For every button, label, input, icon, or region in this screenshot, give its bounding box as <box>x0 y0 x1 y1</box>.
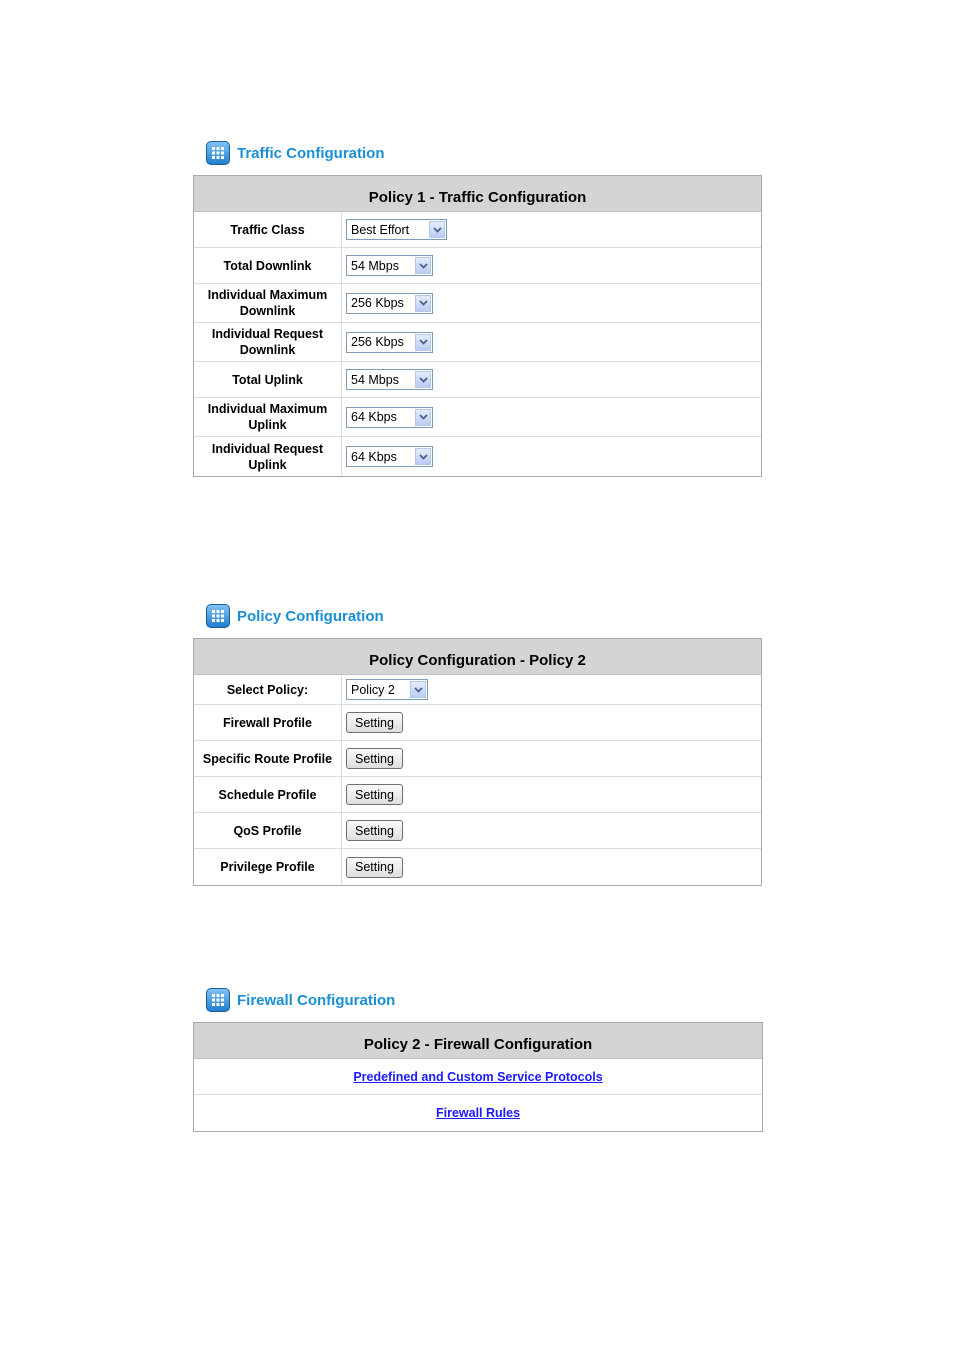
table-row <box>194 1059 762 1095</box>
grid-icon <box>206 604 230 628</box>
row-label: Individual Maximum Downlink <box>194 284 342 322</box>
privilege-profile-setting-button[interactable]: Setting <box>346 857 403 878</box>
traffic-class-select[interactable] <box>346 219 447 240</box>
row-label: Individual Request Downlink <box>194 323 342 361</box>
schedule-profile-setting-button[interactable]: Setting <box>346 784 403 805</box>
select-value: 64 Kbps <box>351 410 397 424</box>
row-label: Individual Request Uplink <box>194 437 342 476</box>
policy-section-title <box>206 603 384 629</box>
firewall-profile-setting-button[interactable]: Setting <box>346 712 403 733</box>
firewall-section-title <box>206 987 395 1013</box>
table-row <box>194 849 761 885</box>
section-title-text: Firewall Configuration <box>237 991 396 1009</box>
chevron-down-icon[interactable] <box>429 221 445 238</box>
table-row <box>194 212 761 248</box>
row-label: Total Downlink <box>194 248 342 283</box>
select-value: Best Effort <box>351 222 410 237</box>
row-label: Privilege Profile <box>194 849 342 885</box>
service-protocols-link[interactable]: Predefined and Custom Service Protocols <box>353 1069 603 1084</box>
chevron-down-icon[interactable] <box>410 681 426 698</box>
chevron-down-icon[interactable] <box>415 409 431 426</box>
row-label: Schedule Profile <box>194 777 342 812</box>
chevron-down-icon[interactable] <box>415 448 431 465</box>
table-row <box>194 741 761 777</box>
individual-request-downlink-select[interactable] <box>346 332 433 353</box>
table-row <box>194 437 761 476</box>
chevron-down-icon[interactable] <box>415 295 431 312</box>
firewall-rules-link[interactable]: Firewall Rules <box>435 1106 521 1120</box>
specific-route-profile-setting-button[interactable]: Setting <box>346 748 403 769</box>
select-value: 64 Kbps <box>351 449 397 464</box>
table-row <box>194 675 761 705</box>
traffic-section-title <box>206 140 385 166</box>
row-label: QoS Profile <box>194 813 342 848</box>
individual-max-uplink-select[interactable] <box>346 407 433 428</box>
individual-request-uplink-select[interactable] <box>346 446 433 467</box>
select-value: 54 Mbps <box>351 372 399 387</box>
row-label: Select Policy: <box>194 675 342 704</box>
qos-profile-setting-button[interactable]: Setting <box>346 820 403 841</box>
row-label: Individual Maximum Uplink <box>194 398 342 436</box>
section-title-text: Policy Configuration <box>237 607 384 625</box>
table-row <box>194 362 761 398</box>
row-label: Total Uplink <box>194 362 342 397</box>
panel-header: Policy 2 - Firewall Configuration <box>194 1023 762 1059</box>
chevron-down-icon[interactable] <box>415 371 431 388</box>
total-uplink-select[interactable] <box>346 369 433 390</box>
table-row <box>194 1095 762 1131</box>
select-policy-dropdown[interactable] <box>346 679 428 700</box>
firewall-config-panel <box>193 1022 763 1132</box>
table-row <box>194 284 761 323</box>
panel-header: Policy Configuration - Policy 2 <box>194 639 761 675</box>
table-row <box>194 705 761 741</box>
select-value: Policy 2 <box>351 682 395 697</box>
chevron-down-icon[interactable] <box>415 334 431 351</box>
traffic-config-panel <box>193 175 762 477</box>
grid-icon <box>206 141 230 165</box>
table-row <box>194 398 761 437</box>
section-title-text: Traffic Configuration <box>237 144 385 162</box>
chevron-down-icon[interactable] <box>415 257 431 274</box>
select-value: 256 Kbps <box>351 335 404 349</box>
individual-max-downlink-select[interactable] <box>346 293 433 314</box>
select-value: 256 Kbps <box>351 296 404 310</box>
table-row <box>194 323 761 362</box>
policy-config-panel <box>193 638 762 886</box>
row-label: Specific Route Profile <box>194 741 342 776</box>
row-label: Firewall Profile <box>194 705 342 740</box>
panel-header: Policy 1 - Traffic Configuration <box>194 176 761 212</box>
table-row <box>194 813 761 849</box>
row-label: Traffic Class <box>194 212 342 247</box>
grid-icon <box>206 988 230 1012</box>
table-row <box>194 777 761 813</box>
table-row <box>194 248 761 284</box>
select-value: 54 Mbps <box>351 258 399 273</box>
total-downlink-select[interactable] <box>346 255 433 276</box>
